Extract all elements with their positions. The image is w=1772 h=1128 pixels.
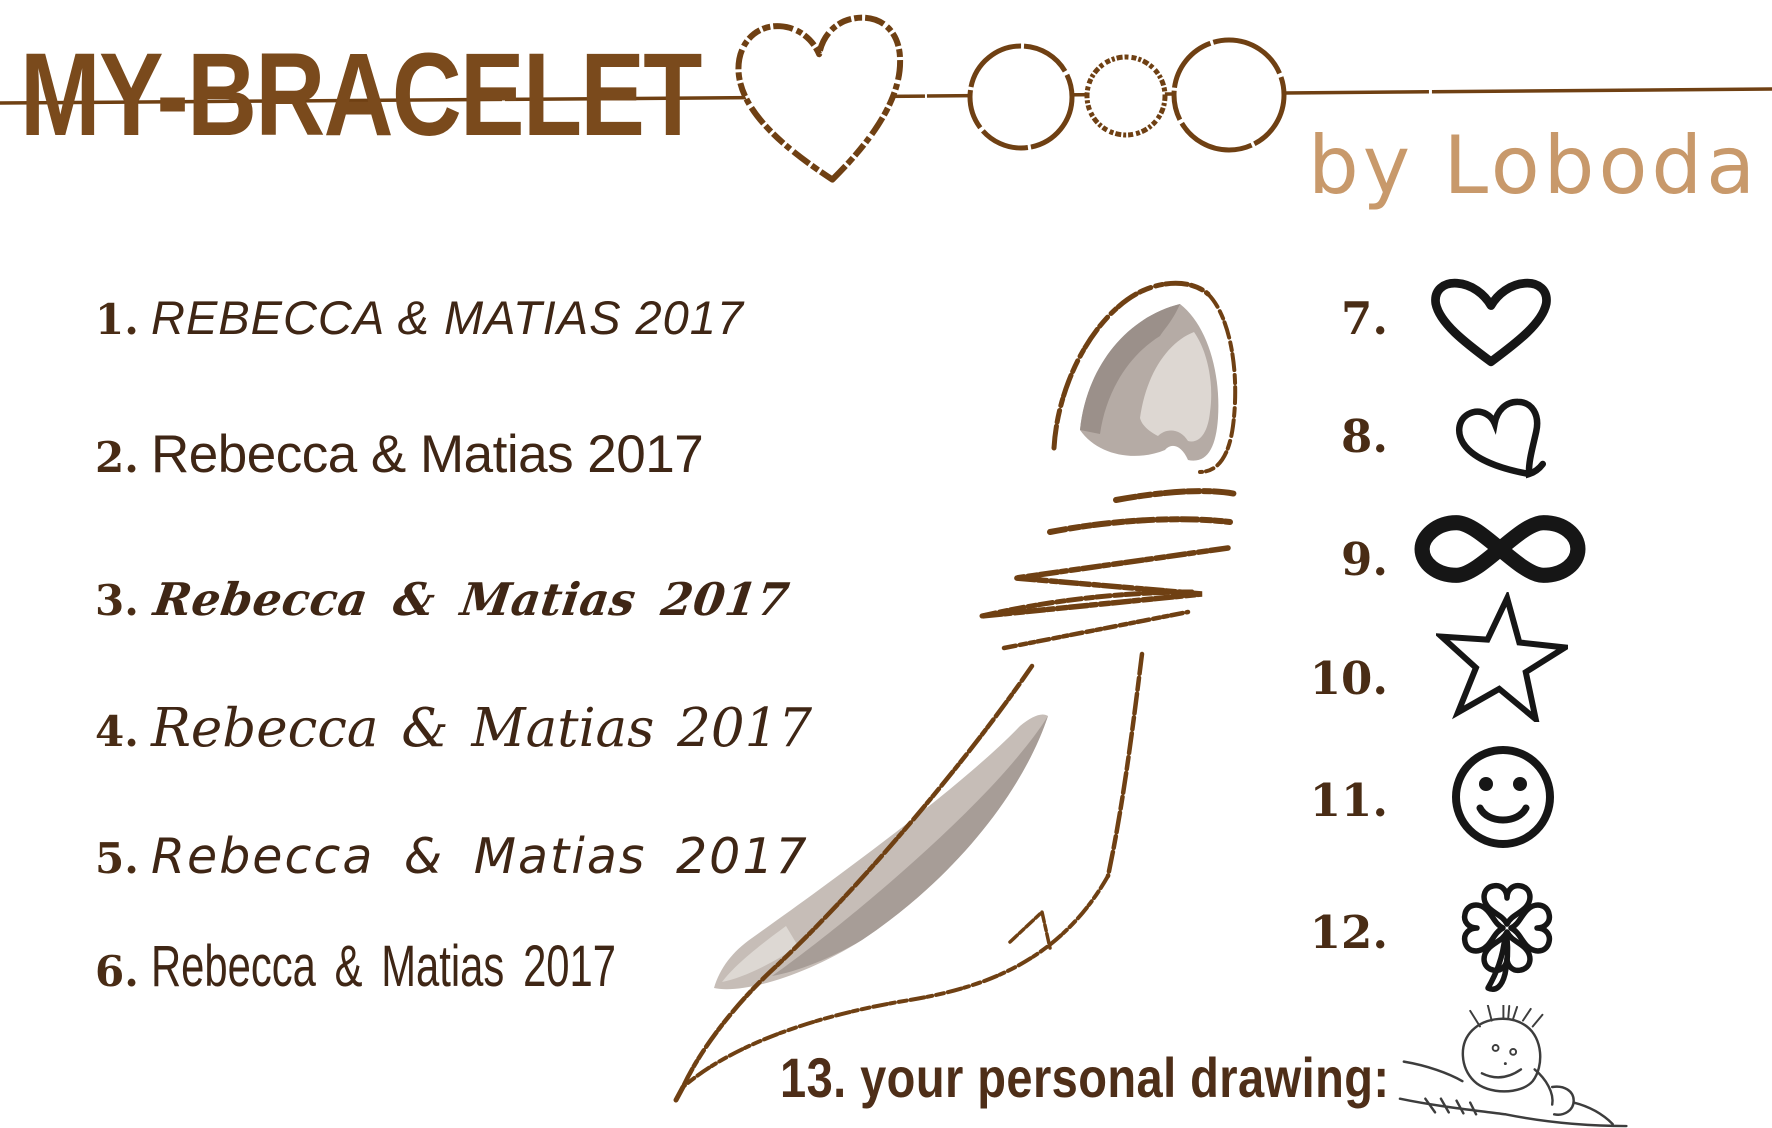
font-option-row bbox=[95, 573, 793, 626]
option-number: 3. bbox=[95, 576, 139, 625]
option-number: 10. bbox=[1309, 652, 1388, 705]
option-number: 11. bbox=[1309, 774, 1388, 827]
font-sample-casual-handwriting: Rebecca & Matias 2017 bbox=[151, 828, 809, 885]
font-sample-italic-uppercase-sans: REBECCA & MATIAS 2017 bbox=[151, 291, 745, 344]
child-drawing-icon bbox=[1395, 1005, 1645, 1128]
byline: by Loboda bbox=[1308, 119, 1760, 212]
option-number: 13. bbox=[780, 1046, 847, 1109]
option-number: 7. bbox=[1341, 292, 1388, 345]
option-number: 6. bbox=[95, 947, 139, 996]
font-sample-chancery-serif: Rebecca & Matias 2017 bbox=[151, 698, 813, 759]
heart-outline-icon bbox=[1428, 278, 1554, 368]
font-option-row bbox=[95, 291, 745, 344]
star-outline-icon bbox=[1436, 592, 1568, 722]
option-number: 8. bbox=[1341, 410, 1388, 463]
font-sample-condensed-sans: Rebecca & Matias 2017 bbox=[151, 934, 616, 999]
option-number: 5. bbox=[95, 834, 139, 883]
page-title: MY-BRACELET bbox=[20, 29, 701, 161]
font-sample-brush-script: Rebecca & Matias 2017 bbox=[150, 573, 793, 626]
option-number: 2. bbox=[95, 433, 139, 482]
option-number: 1. bbox=[95, 295, 139, 344]
option-number: 4. bbox=[95, 707, 139, 756]
font-option-row bbox=[95, 425, 704, 484]
bead-small-icon bbox=[1087, 57, 1165, 135]
font-option-row bbox=[95, 698, 813, 759]
personal-drawing-option bbox=[780, 1046, 1390, 1109]
heart-bead-icon bbox=[734, 13, 912, 188]
option-number: 12. bbox=[1309, 906, 1388, 959]
smiley-face-icon bbox=[1450, 744, 1556, 850]
hand-drawn-heart-icon bbox=[1448, 394, 1548, 486]
font-option-row bbox=[95, 828, 809, 885]
infinity-icon bbox=[1414, 512, 1586, 586]
font-option-row bbox=[95, 934, 797, 999]
bead-large-icon bbox=[1174, 40, 1284, 150]
font-sample-modern-sans: Rebecca & Matias 2017 bbox=[151, 425, 704, 484]
option-number: 9. bbox=[1341, 533, 1388, 586]
pen-gray-shading bbox=[714, 304, 1218, 989]
personal-drawing-label: your personal drawing: bbox=[860, 1046, 1390, 1109]
four-leaf-clover-icon bbox=[1448, 866, 1566, 1006]
bead-large-icon bbox=[970, 46, 1072, 148]
